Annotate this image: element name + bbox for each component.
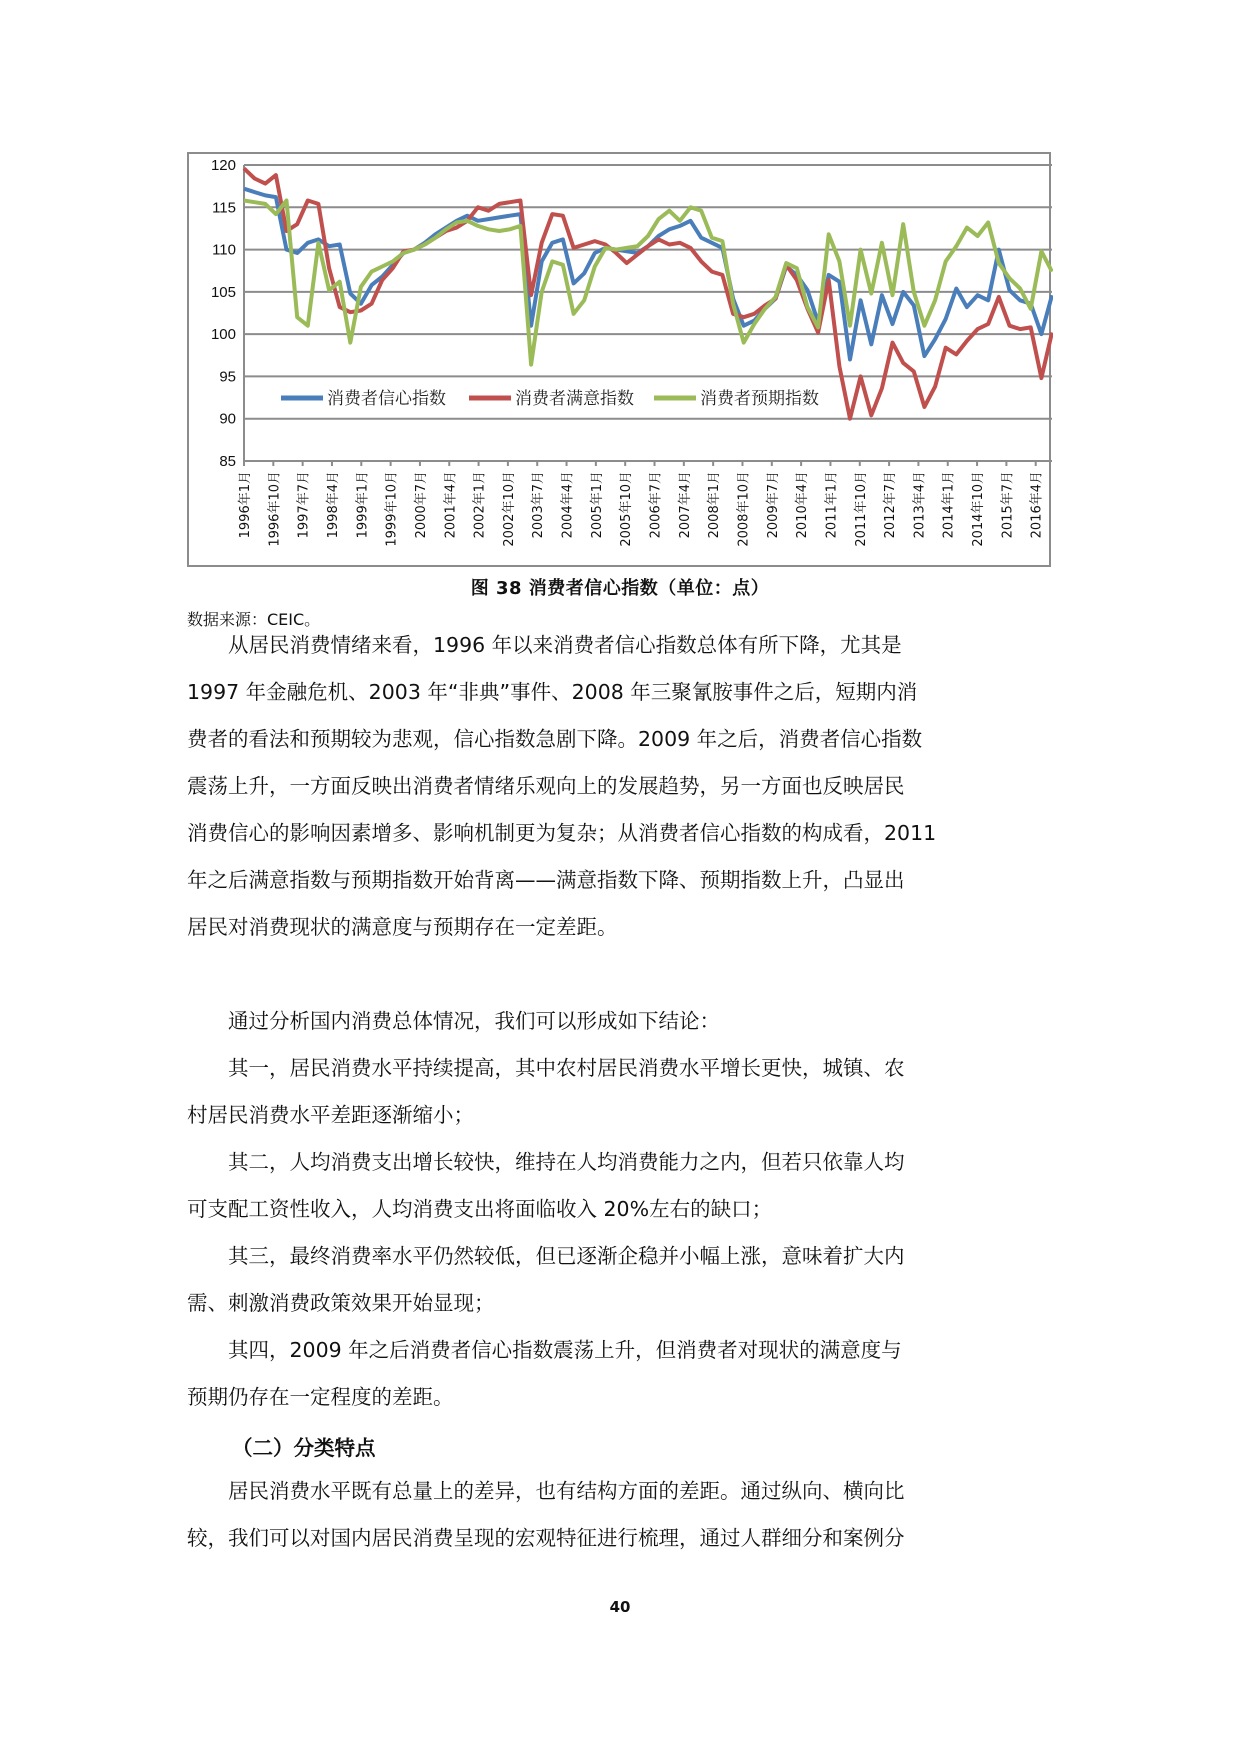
x-tick-label: 2005年10月 — [619, 471, 635, 547]
y-tick-label: 90 — [219, 410, 236, 428]
y-tick-label: 85 — [219, 453, 236, 470]
figure-caption: 图 38 消费者信心指数（单位：点） — [470, 578, 770, 599]
text-line: 其二，人均消费支出增长较快，维持在人均消费能力之内，但若只依靠人均 — [228, 1150, 905, 1174]
x-tick-label: 2006年7月 — [648, 471, 664, 539]
paragraph-5 — [187, 1233, 1053, 1327]
x-tick-label: 2014年1月 — [941, 471, 957, 539]
x-tick-label: 2015年7月 — [1000, 471, 1016, 539]
y-tick-label: 95 — [219, 368, 236, 386]
text-line: 震荡上升，一方面反映出消费者情绪乐观向上的发展趋势，另一方面也反映居民 — [187, 774, 905, 798]
paragraph-7 — [187, 1468, 1053, 1562]
series-line-3 — [244, 201, 1052, 365]
x-tick-label: 2016年4月 — [1029, 471, 1045, 539]
data-source: 数据来源：CEIC。 — [187, 610, 321, 629]
x-tick-label: 2008年10月 — [736, 471, 752, 547]
text-line: 居民消费水平既有总量上的差异，也有结构方面的差距。通过纵向、横向比 — [228, 1479, 905, 1503]
y-tick-label: 105 — [210, 283, 236, 301]
x-tick-label: 1998年4月 — [325, 471, 341, 539]
x-tick-label: 2004年4月 — [560, 471, 576, 539]
text-line: 居民对消费现状的满意度与预期存在一定差距。 — [187, 915, 618, 939]
x-tick-label: 2007年4月 — [677, 471, 693, 539]
x-tick-label: 2005年1月 — [589, 471, 605, 539]
x-tick-label: 2013年4月 — [912, 471, 928, 539]
text-line: 费者的看法和预期较为悲观，信心指数急剧下降。2009 年之后，消费者信心指数 — [187, 727, 923, 751]
text-line: 1997 年金融危机、2003 年“非典”事件、2008 年三聚氰胺事件之后，短期内消 — [187, 680, 918, 704]
text-line: 村居民消费水平差距逐渐缩小； — [187, 1103, 474, 1127]
y-tick-label: 110 — [212, 241, 236, 259]
x-tick-label: 2000年7月 — [413, 471, 429, 539]
text-line: 通过分析国内消费总体情况，我们可以形成如下结论： — [228, 1009, 720, 1033]
chart-frame — [187, 152, 1051, 567]
x-tick-label: 2008年1月 — [707, 471, 723, 539]
x-tick-label: 1999年10月 — [384, 471, 400, 547]
y-tick-label: 100 — [210, 326, 236, 344]
x-tick-label: 1997年7月 — [296, 471, 312, 539]
paragraph-6 — [187, 1327, 1053, 1421]
y-tick-label: 120 — [210, 157, 236, 174]
text-line: 需、刺激消费政策效果开始显现； — [187, 1291, 495, 1315]
text-line: 年之后满意指数与预期指数开始背离——满意指数下降、预期指数上升，凸显出 — [187, 868, 905, 892]
x-tick-label: 2002年1月 — [472, 471, 488, 539]
x-tick-label: 2012年7月 — [883, 471, 899, 539]
text-line: 其四，2009 年之后消费者信心指数震荡上升，但消费者对现状的满意度与 — [228, 1338, 902, 1362]
paragraph-3 — [187, 1045, 1053, 1139]
legend-label: 消费者预期指数 — [700, 389, 819, 409]
text-line: 较，我们可以对国内居民消费呈现的宏观特征进行梳理，通过人群细分和案例分 — [187, 1526, 905, 1550]
x-tick-label: 2011年10月 — [853, 471, 869, 547]
text-line: 其三，最终消费率水平仍然较低，但已逐渐企稳并小幅上涨，意味着扩大内 — [228, 1244, 905, 1268]
legend-label: 消费者信心指数 — [327, 389, 446, 409]
text-line: 从居民消费情绪来看，1996 年以来消费者信心指数总体有所下降，尤其是 — [228, 633, 902, 657]
x-tick-label: 1996年10月 — [267, 471, 283, 547]
x-tick-label: 2014年10月 — [971, 471, 987, 547]
paragraph-1 — [187, 575, 1053, 951]
paragraph-2 — [187, 998, 1053, 1045]
page-number: 40 — [609, 1598, 631, 1616]
x-tick-label: 2010年4月 — [795, 471, 811, 539]
legend-label: 消费者满意指数 — [515, 389, 634, 409]
x-tick-label: 1996年1月 — [238, 471, 253, 539]
text-line: 预期仍存在一定程度的差距。 — [187, 1385, 454, 1409]
x-tick-label: 2003年7月 — [531, 471, 547, 539]
x-tick-label: 2011年1月 — [824, 471, 840, 539]
y-tick-label: 115 — [212, 199, 236, 217]
paragraph-4 — [187, 1139, 1053, 1233]
text-line: 消费信心的影响因素增多、影响机制更为复杂；从消费者信心指数的构成看，2011 — [187, 821, 937, 845]
text-line: 其一，居民消费水平持续提高，其中农村居民消费水平增长更快，城镇、农 — [228, 1056, 905, 1080]
section-heading: （二）分类特点 — [232, 1436, 376, 1460]
x-tick-label: 1999年1月 — [355, 471, 371, 539]
line-chart — [189, 154, 1053, 569]
text-line: 可支配工资性收入，人均消费支出将面临收入 20%左右的缺口； — [187, 1197, 773, 1221]
x-tick-label: 2001年4月 — [443, 471, 459, 539]
x-tick-label: 2009年7月 — [765, 471, 781, 539]
x-tick-label: 2002年10月 — [501, 471, 517, 547]
